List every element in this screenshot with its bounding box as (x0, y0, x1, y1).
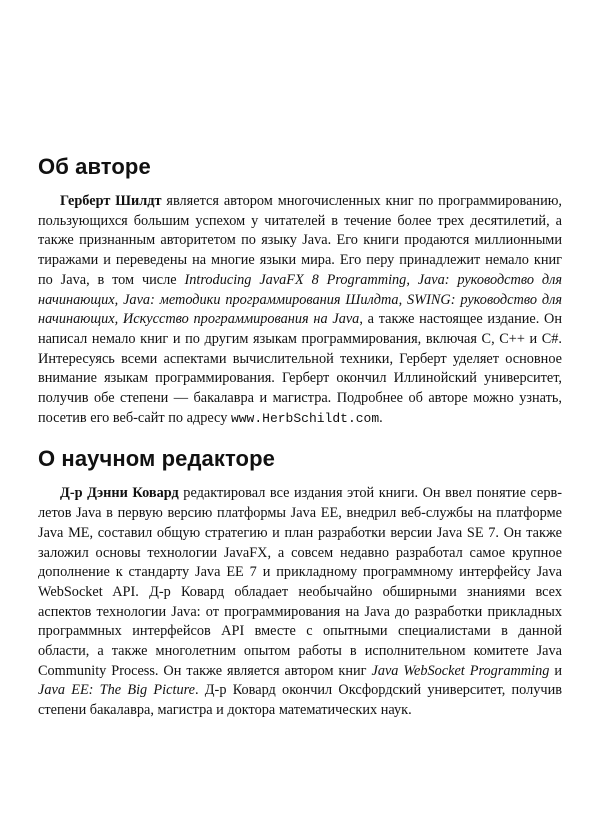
tech-editor-paragraph (38, 484, 562, 720)
editor-name: Д-р Дэнни Ковард (60, 485, 179, 502)
about-author-paragraph (38, 192, 562, 428)
text-run: редактировал все издания этой книги. Он ввел понятие сервлетов Java в первую версию платформы Java EE, внедрил веб-службы на платформе Java ME, составил общую стратегию и план разработки версии Java SE 7. Он также заложил основы технологии JavaFX, а совсем недавно разработал самое крупное дополнение к стандарту Java EE 7 и прикладному программному интерфейсу Java WebSocket API. Д-р Ковард обладает необычайно обширными знаниями всех аспектов технологии Java: от программирования на Java до разработки прикладных программных интерфейсов API вместе с опытными специалистами в данной области, а также многолетним опытом работы в исполнительном комитете Java Community Process. Он также является автором книг (38, 485, 563, 679)
author-website: www.HerbSchildt.com (230, 410, 380, 426)
text-run: . (379, 409, 383, 426)
text-run: является автором многочисленных книг по программированию, пользующихся большим успехом у читателей в течение более трех десятилетий, а также признанным авторитетом по языку Java. Его книги продаются миллионными тиражами и переведены на многие языки мира. Его перу принадлежит немало книг по Java, в том числе (38, 193, 562, 288)
text-run: и (549, 662, 562, 679)
section-heading-tech-editor: О научном редакторе (38, 446, 275, 472)
author-name: Герберт Шилдт (60, 193, 162, 209)
section-heading-about-author: Об авторе (38, 154, 151, 179)
text-run: , а также настоящее издание. Он написал немало книг и по другим языкам программирования, включая С, С++ и С#. Интересуясь всеми аспектами вычислительной техники, Герберт уделяет основное внимание языкам программирования. Герберт окончил Иллинойский университет, получив обе степени — бакалавра и магистра. Подробнее об авторе можно узнать, посетив его веб-сайт по адресу (38, 311, 562, 426)
book-title: Java EE: The Big Picture (38, 682, 195, 699)
text-run: . Д-р Ковард окончил Оксфордский университет, получив степени бакалавра, магистра и доктора математических наук. (38, 682, 562, 719)
book-title: Java WebSocket Programming (371, 662, 550, 679)
book-titles: Introducing JavaFX 8 Programming, Java: руководство для начинающих, Java: методики программирования Шилдта, SWING: руководство для начинающих, Искусство программирования на Java (38, 271, 562, 328)
